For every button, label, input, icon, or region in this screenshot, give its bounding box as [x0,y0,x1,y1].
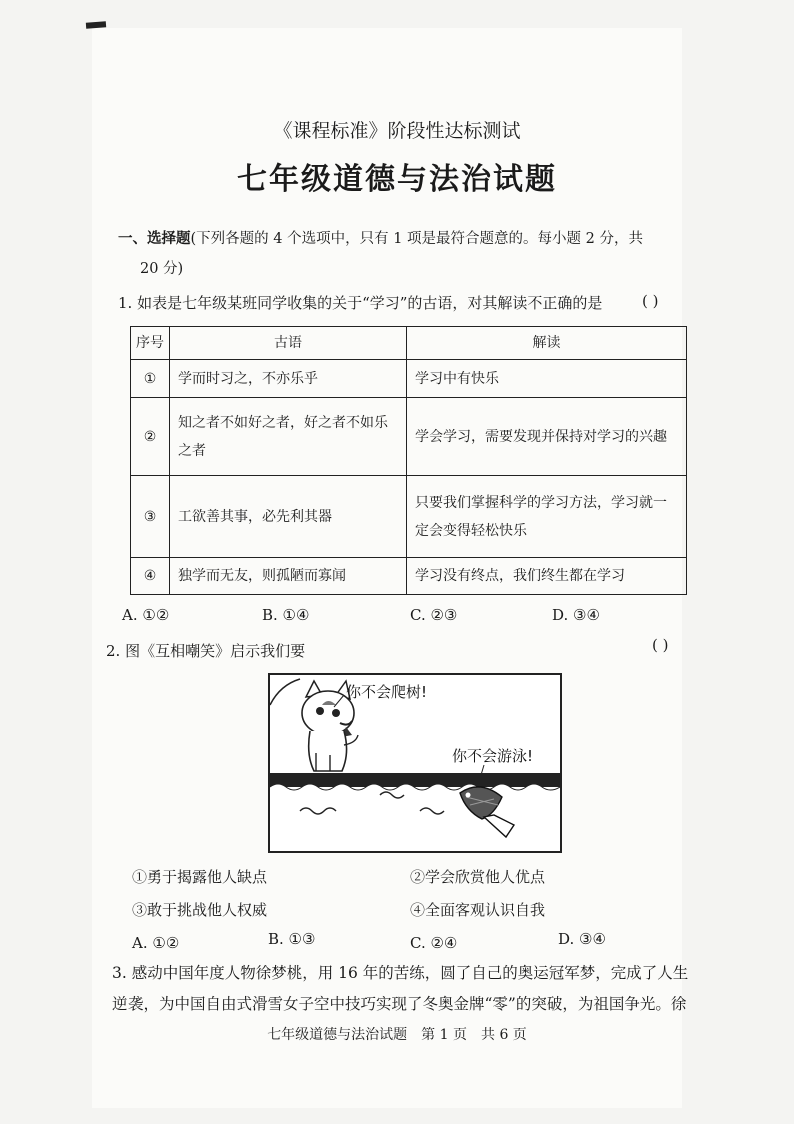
q1-option-c: C. ②③ [410,606,458,624]
q2-option-d: D. ③④ [558,930,606,948]
row-number: ④ [131,558,170,595]
q3-line-1: 3. 感动中国年度人物徐梦桃，用 16 年的苦练，圆了自己的奥运冠军梦，完成了人生逆 [112,964,689,1013]
q2-option-c: C. ②④ [410,934,458,952]
q2-answer-paren: ( ) [652,636,669,654]
q1-option-b: B. ①④ [262,606,310,624]
table-row [131,398,687,476]
section-1-heading [118,224,698,284]
exam-title: 七年级道德与法治试题 [237,162,557,197]
fish-figure [460,787,514,837]
row-quote: 知之者不如好之者，好之者不如乐之者 [170,398,407,476]
row-quote: 学而时习之，不亦乐乎 [170,360,407,398]
q2-statement-2: ②学会欣赏他人优点 [410,868,546,886]
q1-answer-paren: ( ) [642,292,659,310]
q2-statement-4: ④全面客观认识自我 [410,901,546,919]
fish-speech: 你不会游泳! [452,747,534,765]
table-header-cell: 古语 [170,327,407,360]
table-row [131,360,687,398]
q1-option-a: A. ①② [122,606,170,624]
q1-table [130,326,687,595]
section-1-label: 一、选择题 [118,230,191,247]
row-quote: 独学而无友，则孤陋而寡闻 [170,558,407,595]
row-meaning: 只要我们掌握科学的学习方法，学习就一定会变得轻松快乐 [407,476,687,558]
comic-drawing [270,675,560,851]
row-number: ② [131,398,170,476]
section-1-instruction-cont: 20 分) [140,261,184,277]
table-header-row [131,327,687,360]
q2-statement-1: ①勇于揭露他人缺点 [132,868,268,886]
q2-option-a: A. ①② [132,934,180,952]
table-row [131,476,687,558]
q2-statement-3: ③敢于挑战他人权威 [132,901,268,919]
q2-option-b: B. ①③ [268,930,316,948]
q2-stem: 2. 图《互相嘲笑》启示我们要 [106,642,306,660]
row-meaning: 学习中有快乐 [407,360,687,398]
row-number: ① [131,360,170,398]
table-header-cell: 解读 [407,327,687,360]
comic-mutual-mockery [268,673,562,853]
section-1-instruction: (下列各题的 4 个选项中，只有 1 项是最符合题意的。每小题 2 分，共 [190,231,643,247]
q1-option-d: D. ③④ [552,606,600,624]
row-number: ③ [131,476,170,558]
row-meaning: 学会学习，需要发现并保持对学习的兴趣 [407,398,687,476]
cat-speech: 你不会爬树! [346,683,428,701]
table-row [131,558,687,595]
exam-subtitle: 《课程标准》阶段性达标测试 [273,120,521,142]
q1-stem: 1. 如表是七年级某班同学收集的关于“学习”的古语，对其解读不正确的是 [118,294,603,312]
page-footer: 七年级道德与法治试题 第 1 页 共 6 页 [267,1027,527,1043]
row-quote: 工欲善其事，必先利其器 [170,476,407,558]
q3-line-2: 袭，为中国自由式滑雪女子空中技巧实现了冬奥金牌“零”的突破，为祖国争光。徐 [128,995,687,1013]
table-header-cell: 序号 [131,327,170,360]
row-meaning: 学习没有终点，我们终生都在学习 [407,558,687,595]
